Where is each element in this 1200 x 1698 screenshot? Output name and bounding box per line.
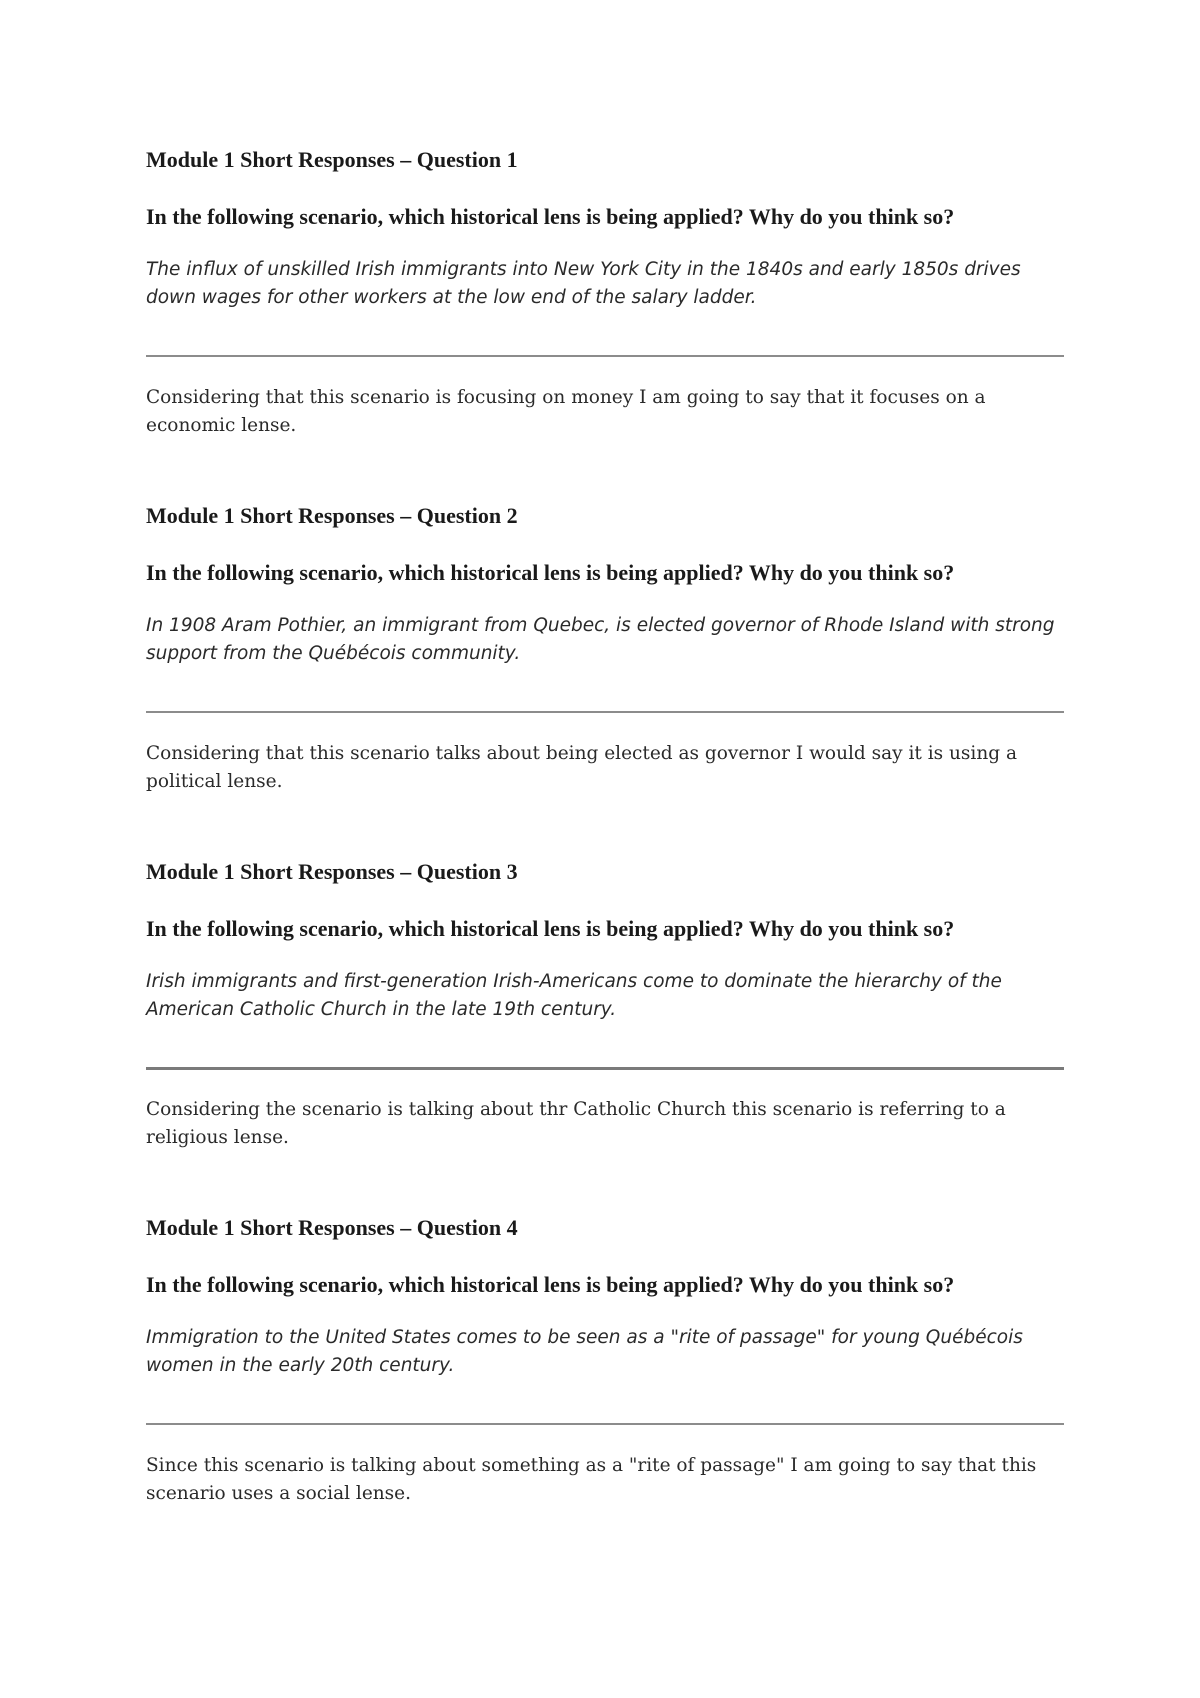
question-prompt: In the following scenario, which historical lens is being applied? Why do you think so? [146, 1272, 955, 1297]
scenario-text: Irish immigrants and first-generation Irish-Americans come to dominate the hierarchy of the American Catholic Church in the late 19th century. [146, 971, 1002, 1020]
answer-text[interactable]: Considering that this scenario is focusing on money I am going to say that it focuses on a economic lense. [146, 387, 986, 436]
answer-text[interactable]: Considering the scenario is talking about thr Catholic Church this scenario is referring to a religious lense. [146, 1099, 1006, 1148]
question-heading: Module 1 Short Responses – Question 3 [146, 859, 518, 884]
answer-text[interactable]: Since this scenario is talking about something as a "rite of passage" I am going to say that this scenario uses a social lense. [146, 1455, 1037, 1504]
divider-line [146, 711, 1064, 713]
answer-text[interactable]: Considering that this scenario talks about being elected as governor I would say it is using a political lense. [146, 743, 1017, 792]
question-heading: Module 1 Short Responses – Question 1 [146, 147, 518, 172]
question-heading: Module 1 Short Responses – Question 2 [146, 503, 518, 528]
divider-line [146, 355, 1064, 357]
question-prompt: In the following scenario, which historical lens is being applied? Why do you think so? [146, 204, 955, 229]
question-prompt: In the following scenario, which historical lens is being applied? Why do you think so? [146, 916, 955, 941]
divider-line [146, 1423, 1064, 1425]
scenario-text: Immigration to the United States comes to be seen as a "rite of passage" for young Québécois women in the early 20th century. [146, 1327, 1023, 1376]
scenario-text: The influx of unskilled Irish immigrants into New York City in the 1840s and early 1850s drives down wages for other workers at the low end of the salary ladder. [146, 259, 1021, 308]
question-heading: Module 1 Short Responses – Question 4 [146, 1215, 518, 1240]
divider-line [146, 1067, 1064, 1070]
scenario-text: In 1908 Aram Pothier, an immigrant from Quebec, is elected governor of Rhode Island with strong support from the Québécois community. [146, 615, 1055, 664]
question-prompt: In the following scenario, which historical lens is being applied? Why do you think so? [146, 560, 955, 585]
